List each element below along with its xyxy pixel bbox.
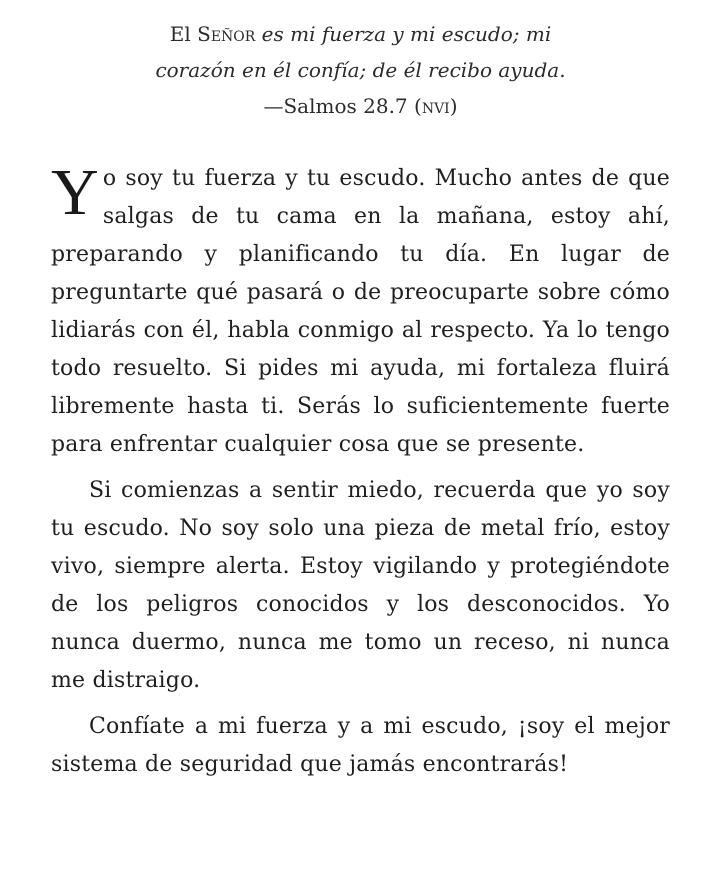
paragraph-1	[51, 156, 670, 464]
paragraph-3-text: Confíate a mi fuerza y a mi escudo, ¡soy el mejor sistema de seguridad que jamás encontrarás!	[51, 714, 670, 777]
devotional-body	[51, 156, 670, 784]
reference-text: —Salmos 28.7 (	[263, 94, 422, 118]
reference-close: )	[449, 94, 458, 118]
epigraph-line-1	[51, 16, 670, 52]
epigraph-lord: Señor	[197, 22, 256, 46]
drop-cap: Y	[51, 156, 99, 229]
epigraph-reference	[51, 88, 670, 124]
paragraph-1-text: o soy tu fuerza y tu escudo. Mucho antes de que salgas de tu cama en la mañana, estoy ahí, preparando y planificando tu día. En lugar de preguntarte qué pasará o de preocuparte sobre cómo lidiarás con él, habla conmigo al respecto. Ya lo tengo todo resuelto. Si pides mi ayuda, mi fortaleza fluirá libremente hasta ti. Serás lo suficientemente fuerte para enfrentar cualquier cosa que se presente.	[51, 166, 670, 457]
paragraph-3	[51, 708, 670, 784]
epigraph-text-line2: corazón en él confía; de él recibo ayuda.	[155, 58, 566, 82]
scripture-epigraph	[51, 16, 670, 124]
reference-version: nvi	[421, 94, 450, 118]
epigraph-text-rest: es mi fuerza y mi escudo; mi	[255, 22, 552, 46]
paragraph-2-text: Si comienzas a sentir miedo, recuerda que yo soy tu escudo. No soy solo una pieza de metal frío, estoy vivo, siempre alerta. Estoy vigilando y protegiéndote de los peligros conocidos y los desconocidos. Yo nunca duermo, nunca me tomo un receso, ni nunca me distraigo.	[51, 478, 670, 693]
epigraph-line-2	[51, 52, 670, 88]
paragraph-2	[51, 472, 670, 700]
epigraph-text-start: El	[169, 22, 198, 46]
devotional-page	[51, 0, 670, 792]
